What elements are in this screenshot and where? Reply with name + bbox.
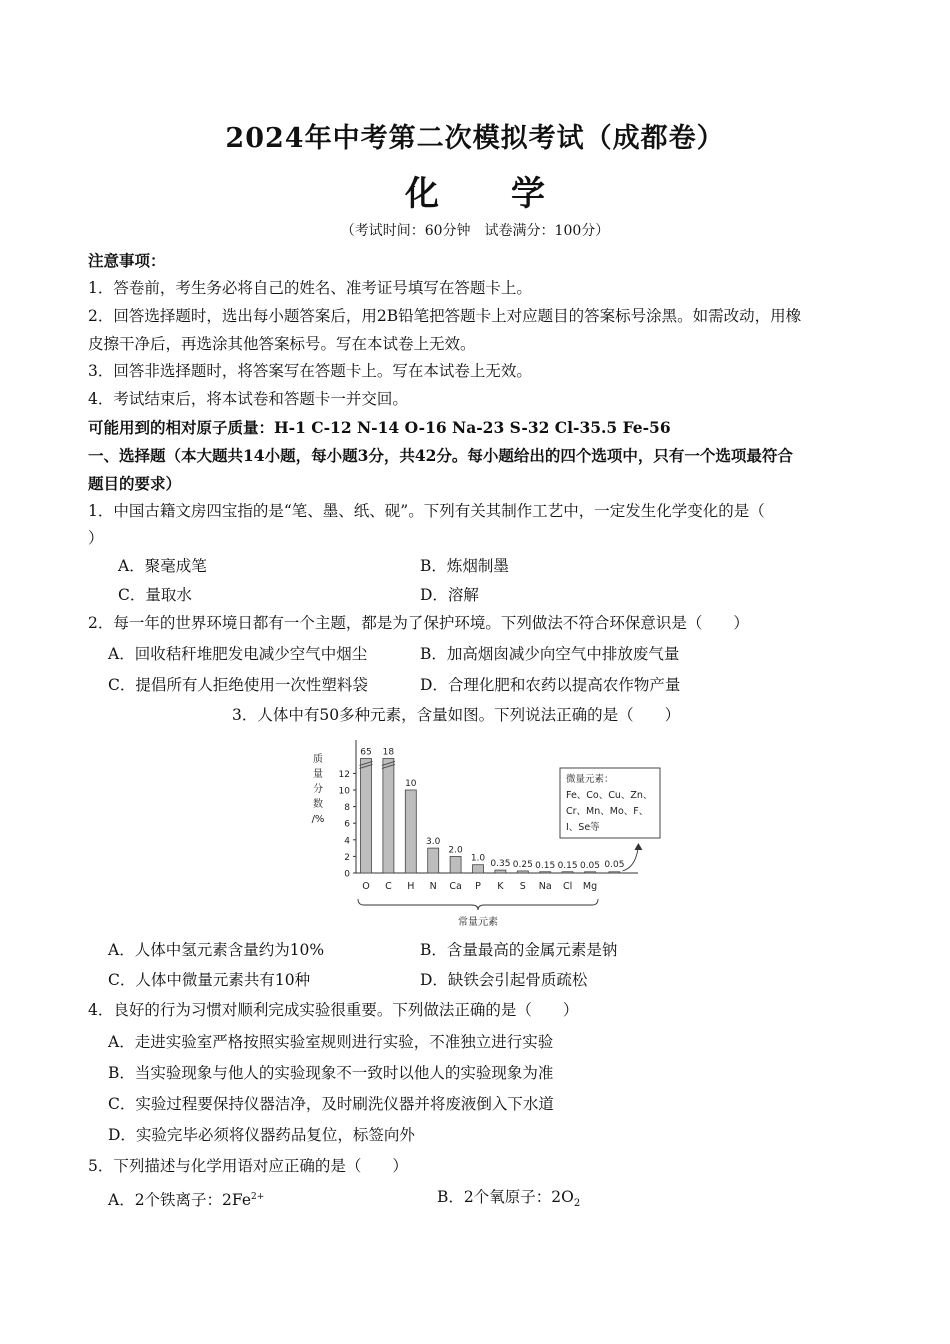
q5-option-a — [108, 1187, 264, 1210]
bar-value-label-O: 65 — [360, 747, 372, 758]
q1-option-c: C．量取水 — [118, 586, 192, 604]
x-tick-label-N: N — [429, 881, 437, 892]
y-axis-label-part: 量 — [313, 769, 323, 780]
trace-arrow-head — [634, 843, 642, 850]
bar-N — [428, 848, 439, 873]
q1-stem: 1．中国古籍文房四宝指的是“笔、墨、纸、砚”。下列有关其制作工艺中，一定发生化学变化的是（ — [88, 502, 765, 520]
y-tick-label: 10 — [338, 786, 350, 797]
q3-option-b: B．含量最高的金属元素是钠 — [420, 941, 618, 959]
bar-value-label-N: 3.0 — [426, 837, 441, 848]
brace-label: 常量元素 — [458, 917, 498, 928]
q5-option-b-text: B．2个氧原子：2O — [437, 1188, 574, 1206]
bar-value-label-Na: 0.15 — [535, 860, 556, 871]
subject-title — [0, 166, 950, 215]
time-info: （考试时间：60分钟 试卷满分：100分） — [340, 223, 610, 239]
y-tick-label: 0 — [344, 869, 350, 880]
q2-option-c: C．提倡所有人拒绝使用一次性塑料袋 — [108, 676, 368, 694]
bar-S — [517, 871, 528, 873]
bar-Na — [540, 872, 551, 873]
bar-value-label-Mg: 0.05 — [579, 860, 601, 871]
q2-option-d: D．合理化肥和农药以提高农作物产量 — [420, 676, 681, 694]
y-tick-label: 12 — [338, 769, 350, 780]
section1-heading: 一、选择题（本大题共14小题，每小题3分，共42分。每小题给出的四个选项中，只有一个选项最符合 — [88, 446, 793, 465]
exam-title: 2024年中考第二次模拟考试（成都卷） — [225, 123, 725, 154]
q5-option-a-charge: 2+ — [251, 1192, 265, 1202]
q5-option-b — [437, 1187, 580, 1214]
notice-item-4: 4．考试结束后，将本试卷和答题卡一并交回。 — [88, 390, 408, 408]
q4-option-a: A．走进实验室严格按照实验室规则进行实验，不准独立进行实验 — [108, 1033, 554, 1051]
q4-option-b: B．当实验现象与他人的实验现象不一致时以他人的实验现象为准 — [108, 1064, 554, 1082]
atomic-masses: 可能用到的相对原子质量：H-1 C-12 N-14 O-16 Na-23 S-32 Cl-35.5 Fe-56 — [88, 418, 671, 437]
subject-char-1: 化 — [405, 174, 439, 214]
notice-item-2-cont: 皮擦干净后，再选涂其他答案标号。写在本试卷上无效。 — [88, 335, 476, 353]
x-tick-label-Na: Na — [538, 881, 552, 892]
bar-Cl — [562, 872, 573, 873]
subject-char-2: 学 — [511, 174, 545, 214]
q5-option-a-text: A．2个铁离子：2Fe — [108, 1191, 251, 1210]
bar-value-label-Ca: 2.0 — [448, 845, 463, 856]
q2-option-b: B．加高烟囱减少向空气中排放废气量 — [420, 645, 680, 663]
bar-value-label-trace: 0.05 — [604, 860, 625, 870]
q1-option-a: A．聚毫成笔 — [118, 557, 207, 575]
x-tick-label-Ca: Ca — [449, 881, 462, 892]
y-tick-label: 8 — [344, 803, 350, 814]
y-axis-label — [312, 752, 325, 825]
notice-item-1: 1．答卷前，考生务必将自己的姓名、准考证号填写在答题卡上。 — [88, 279, 532, 297]
y-tick-label: 2 — [344, 852, 350, 863]
bar-value-label-K: 0.35 — [490, 859, 511, 870]
q3-option-c: C．人体中微量元素共有10种 — [108, 971, 311, 989]
q5-option-b-subscript: 2 — [573, 1198, 581, 1210]
q2-option-a: A．回收秸秆堆肥发电减少空气中烟尘 — [108, 645, 368, 663]
bar-P — [473, 865, 484, 873]
brace-path — [358, 899, 598, 910]
x-tick-label-P: P — [475, 881, 481, 892]
y-tick-label: 4 — [344, 836, 350, 847]
x-tick-label-S: S — [519, 881, 526, 892]
q1-option-d: D．溶解 — [420, 586, 479, 604]
bar-H — [405, 790, 416, 873]
notice-heading: 注意事项： — [88, 251, 166, 270]
q3-stem: 3．人体中有50多种元素，含量如图。下列说法正确的是（ ） — [232, 706, 681, 724]
q2-stem: 2．每一年的世界环境日都有一个主题，都是为了保护环境。下列做法不符合环保意识是（ ） — [88, 614, 749, 632]
trace-box-line: I、Se等 — [566, 822, 600, 833]
y-axis-label-part: 分 — [313, 784, 323, 795]
q3-option-a: A．人体中氢元素含量约为10% — [108, 941, 325, 959]
x-tick-label-Mg: Mg — [582, 881, 598, 892]
trace-box-title: 微量元素： — [566, 774, 614, 785]
trace-elements-box — [557, 768, 660, 871]
trace-box-line: Cr、Mn、Mo、F、 — [566, 806, 649, 817]
x-tick-label-H: H — [407, 881, 415, 892]
q4-option-d: D．实验完毕必须将仪器药品复位，标签向外 — [108, 1126, 415, 1144]
trace-box-line: Fe、Co、Cu、Zn、 — [566, 790, 653, 801]
q1-option-b: B．炼烟制墨 — [420, 557, 509, 575]
bar-value-label-S: 0.25 — [512, 859, 533, 870]
x-tick-label-K: K — [497, 881, 504, 892]
x-tick-label-O: O — [362, 881, 370, 892]
q1-stem-cont: ） — [88, 529, 104, 547]
x-tick-label-C: C — [385, 881, 392, 892]
element-content-chart — [300, 728, 680, 936]
q4-option-c: C．实验过程要保持仪器洁净，及时刷洗仪器并将废液倒入下水道 — [108, 1095, 554, 1113]
bar-value-label-C: 18 — [382, 747, 395, 758]
notice-item-3: 3．回答非选择题时，将答案写在答题卡上。写在本试卷上无效。 — [88, 362, 532, 380]
y-tick-label: 6 — [344, 819, 350, 830]
bar-value-label-P: 1.0 — [470, 853, 486, 864]
bar-trace-elements — [609, 872, 620, 873]
bar-Ca — [450, 856, 461, 873]
section1-heading-cont: 题目的要求） — [88, 474, 182, 493]
bar-C — [383, 758, 394, 873]
q5-stem: 5．下列描述与化学用语对应正确的是（ ） — [88, 1157, 408, 1175]
y-axis-label-part: 质 — [313, 754, 323, 765]
brace — [358, 899, 598, 928]
bar-Mg — [585, 872, 596, 873]
bar-O — [361, 758, 372, 873]
bar-value-label-Cl: 0.15 — [557, 860, 578, 871]
bar-K — [495, 870, 506, 873]
bar-value-label-H: 10 — [405, 779, 417, 789]
notice-item-2: 2．回答选择题时，选出每小题答案后，用2B铅笔把答题卡上对应题目的答案标号涂黑。如需改动，用橡 — [88, 307, 802, 325]
q4-stem: 4．良好的行为习惯对顺利完成实验很重要。下列做法正确的是（ ） — [88, 1001, 579, 1019]
y-axis-label-part: /% — [311, 814, 325, 825]
x-tick-label-Cl: Cl — [562, 881, 573, 892]
q3-option-d: D．缺铁会引起骨质疏松 — [420, 971, 588, 989]
x-tick-labels — [362, 881, 597, 892]
y-axis-label-part: 数 — [313, 799, 323, 810]
y-ticks — [339, 770, 356, 880]
